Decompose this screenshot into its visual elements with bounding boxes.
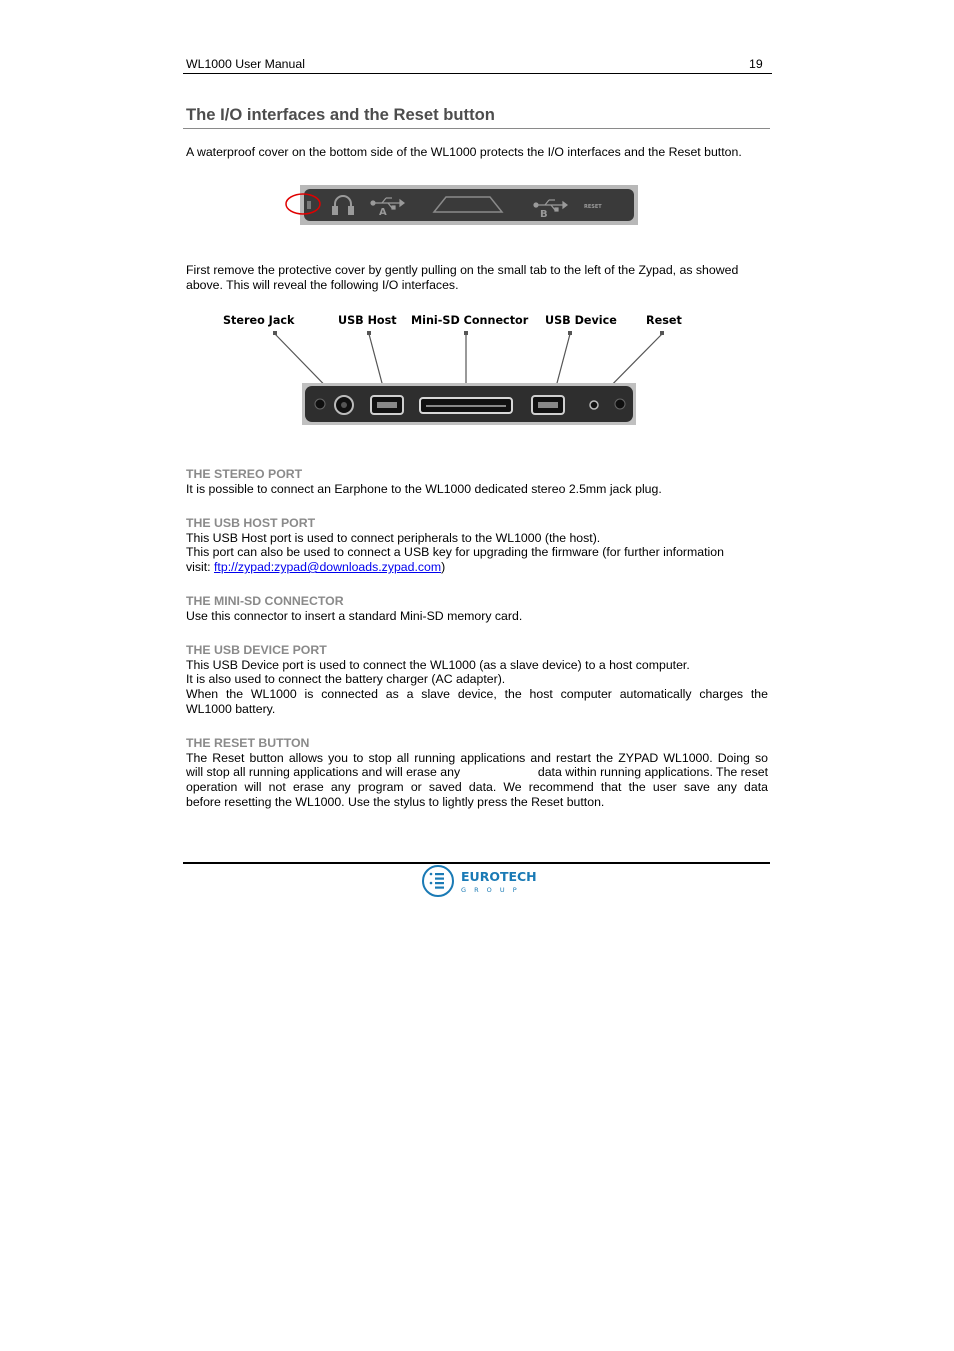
header-rule (183, 73, 772, 74)
mini-sd-line-1: Use this connector to insert a standard Mini-SD memory card. (186, 609, 523, 623)
callout-usb-device: USB Device (545, 314, 617, 327)
section-title-rule (183, 128, 770, 129)
logo-sub: G R O U P (461, 886, 520, 894)
page-number: 19 (749, 57, 763, 71)
port-a-label: A (379, 207, 387, 218)
screw-hole-right (615, 399, 625, 409)
usb-host-line-1: This USB Host port is used to connect peripherals to the WL1000 (the host). (186, 531, 601, 545)
running-header-title: WL1000 User Manual (186, 57, 305, 71)
callout-stereo-jack: Stereo Jack (223, 314, 295, 327)
heading-mini-sd: THE MINI-SD CONNECTOR (186, 594, 344, 608)
logo-mark-icon (430, 873, 444, 889)
cover-image (282, 183, 642, 227)
reset-label: RESET (584, 204, 602, 210)
visit-suffix: ) (441, 560, 446, 574)
heading-reset-button: THE RESET BUTTON (186, 736, 310, 750)
callout-usb-host: USB Host (338, 314, 397, 327)
cover-tab (307, 201, 311, 209)
visit-prefix: visit: (186, 560, 215, 574)
logo-circle (423, 866, 453, 896)
ports-image (260, 326, 680, 428)
stereo-line-1: It is possible to connect an Earphone to the WL1000 dedicated stereo 2.5mm jack plug. (186, 482, 662, 496)
remove-cover-line-1: First remove the protective cover by gently pulling on the small tab to the left of the Zypad, as showed (186, 263, 739, 277)
reset-line-2b: data within running applications. The reset (537, 765, 768, 779)
heading-usb-device-port: THE USB DEVICE PORT (186, 643, 327, 657)
usb-device-line-4: WL1000 battery. (186, 702, 276, 716)
logo-name: EUROTECH (461, 869, 537, 884)
usb-device-line-2: It is also used to connect the battery charger (AC adapter). (186, 672, 506, 686)
callout-mini-sd: Mini-SD Connector (411, 314, 529, 327)
usb-host-line-2: This port can also be used to connect a USB key for upgrading the firmware (for further information (186, 545, 724, 559)
heading-stereo-port: THE STEREO PORT (186, 467, 303, 481)
reset-line-1: The Reset button allows you to stop all running applications and restart the ZYPAD WL1000. Doing so (186, 751, 768, 765)
heading-usb-host-port: THE USB HOST PORT (186, 516, 316, 530)
intro-paragraph: A waterproof cover on the bottom side of the WL1000 protects the I/O interfaces and the Reset button. (186, 145, 742, 159)
remove-cover-line-2: above. This will reveal the following I/O interfaces. (186, 278, 459, 292)
section-title: The I/O interfaces and the Reset button (186, 105, 495, 124)
usb-host-line-3 (186, 560, 768, 575)
port-b-label: B (540, 209, 548, 220)
reset-line-2a: will stop all running applications and will erase any (186, 765, 461, 779)
reset-button-hole (590, 401, 598, 409)
reset-line-4: before resetting the WL1000. Use the stylus to lightly press the Reset button. (186, 795, 605, 809)
callout-reset: Reset (646, 314, 682, 327)
reset-line-3: operation will not erase any program or saved data. We recommend that the user save any data (186, 780, 768, 794)
usb-device-line-1: This USB Device port is used to connect the WL1000 (as a slave device) to a host computer. (186, 658, 690, 672)
screw-hole-left (315, 399, 325, 409)
usb-device-line-3: When the WL1000 is connected as a slave device, the host computer automatically charges the (186, 687, 768, 701)
eurotech-logo (420, 864, 544, 900)
firmware-ftp-link[interactable]: ftp://zypad:zypad@downloads.zypad.com (214, 560, 442, 574)
